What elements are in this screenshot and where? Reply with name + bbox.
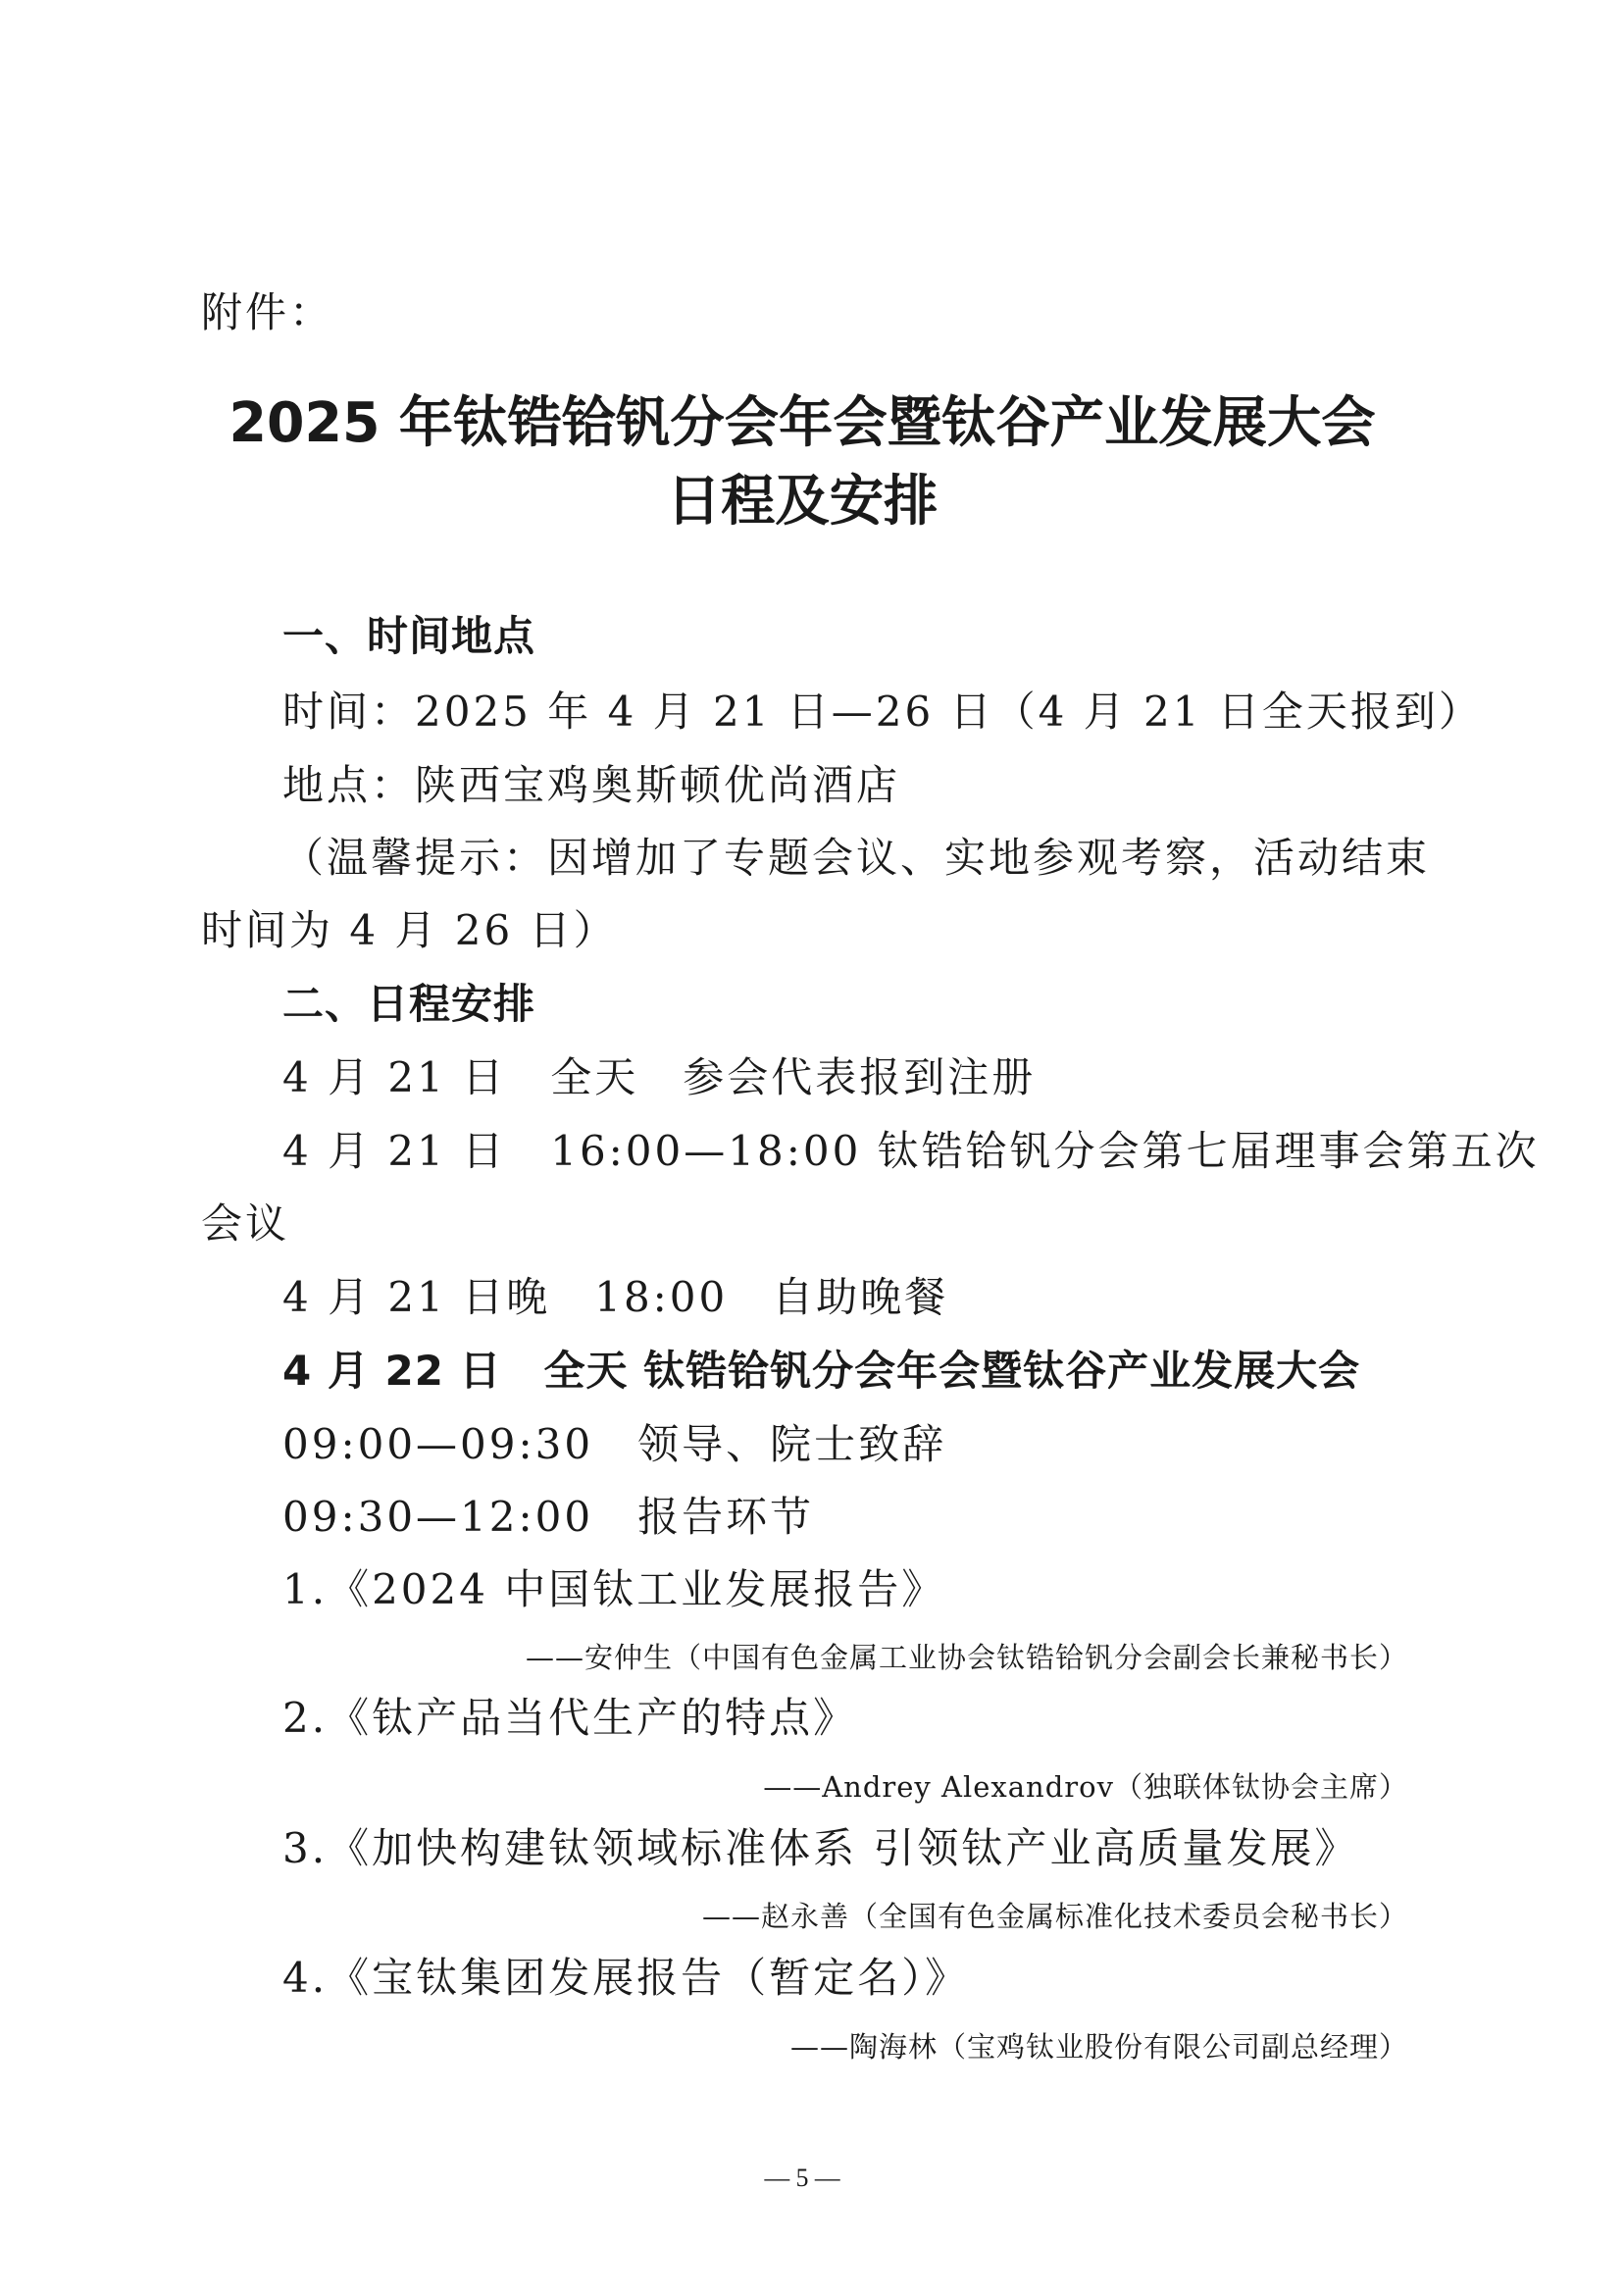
section1-heading: 一、时间地点 — [282, 612, 536, 660]
event-time: 时间：2025 年 4 月 21 日—26 日（4 月 21 日全天报到） — [282, 688, 1483, 736]
report-title: 1.《2024 中国钛工业发展报告》 — [282, 1565, 946, 1613]
report-speaker: ——安仲生（中国有色金属工业协会钛锆铪钒分会副会长兼秘书长） — [525, 1641, 1408, 1674]
schedule-item-dinner: 4 月 21 日晚 18:00 自助晚餐 — [282, 1273, 949, 1321]
schedule-item-council-meeting-cont: 会议 — [201, 1199, 290, 1248]
section2-heading: 二、日程安排 — [282, 980, 536, 1028]
schedule-item-annual-meeting: 4 月 22 日 全天 钛锆铪钒分会年会暨钛谷产业发展大会 — [282, 1347, 1361, 1395]
event-location: 地点：陕西宝鸡奥斯顿优尚酒店 — [282, 761, 901, 809]
schedule-slot-reports: 09:30—12:00 报告环节 — [282, 1493, 815, 1541]
report-speaker: ——Andrey Alexandrov（独联体钛协会主席） — [763, 1770, 1408, 1804]
schedule-item-registration: 4 月 21 日 全天 参会代表报到注册 — [282, 1053, 1037, 1101]
report-title: 4.《宝钛集团发展报告（暂定名）》 — [282, 1954, 970, 2002]
page-title-line2: 日程及安排 — [666, 470, 939, 534]
report-title: 3.《加快构建钛领域标准体系 引领钛产业高质量发展》 — [282, 1824, 1359, 1872]
report-speaker: ——赵永善（全国有色金属标准化技术委员会秘书长） — [701, 1900, 1408, 1933]
report-speaker: ——陶海林（宝鸡钛业股份有限公司副总经理） — [789, 2030, 1408, 2064]
event-note-line1: （温馨提示：因增加了专题会议、实地参观考察，活动结束 — [282, 834, 1431, 882]
page-number: — 5 — — [764, 2164, 840, 2192]
schedule-item-council-meeting: 4 月 21 日 16:00—18:00 钛锆铪钒分会第七届理事会第五次 — [282, 1127, 1540, 1175]
attachment-label: 附件： — [201, 288, 334, 336]
event-note-line2: 时间为 4 月 26 日） — [201, 906, 618, 954]
report-title: 2.《钛产品当代生产的特点》 — [282, 1694, 858, 1742]
schedule-slot-speeches: 09:00—09:30 领导、院士致辞 — [282, 1420, 947, 1468]
page-title-line1: 2025 年钛锆铪钒分会年会暨钛谷产业发展大会 — [228, 391, 1376, 455]
